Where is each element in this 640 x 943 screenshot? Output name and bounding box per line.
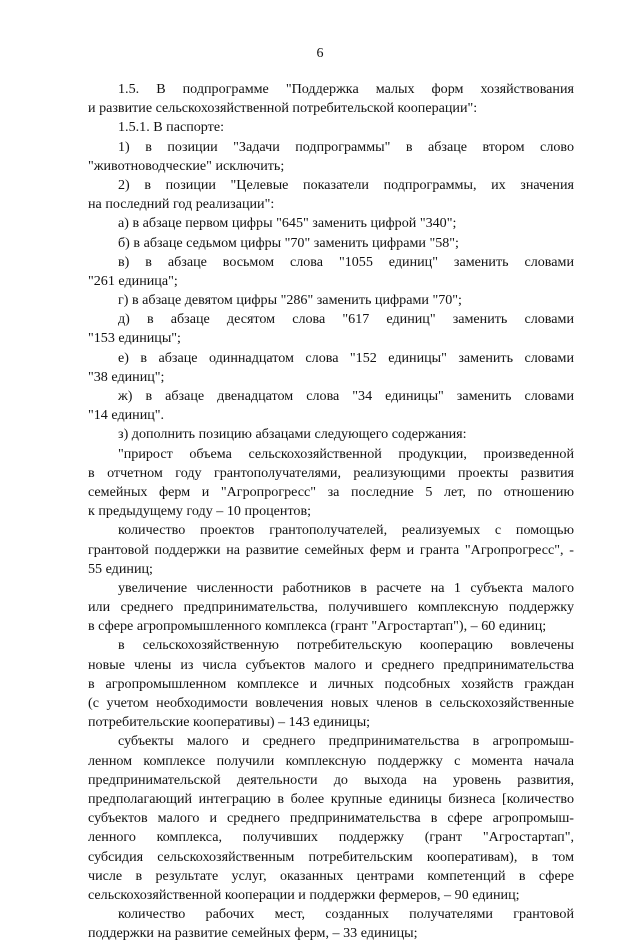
text-line: 2) в позиции "Целевые показатели подпрограммы, их значения: [118, 176, 574, 193]
document-body: [88, 80, 574, 943]
text-line: и развитие сельскохозяйственной потребительской кооперации":: [88, 100, 478, 117]
text-line: "153 единицы";: [88, 330, 181, 347]
text-line: ленного комплекса, получивших поддержку (грант "Агростартап",: [88, 829, 574, 846]
paragraph: [88, 521, 574, 579]
paragraph: [88, 732, 574, 905]
paragraph: [88, 579, 574, 637]
text-line: предпринимательской деятельности до выхода на уровень развития,: [88, 771, 574, 788]
text-line: 1) в позиции "Задачи подпрограммы" в абзаце втором слово: [118, 138, 574, 155]
text-line: новые члены из числа субъектов малого и среднего предпринимательства: [88, 656, 574, 673]
text-line: г) в абзаце девятом цифры "286" заменить цифрами "70";: [118, 292, 462, 309]
text-line: ж) в абзаце двенадцатом слова "34 единицы" заменить словами: [118, 388, 574, 404]
text-line: поддержки на развитие семейных ферм, – 33 единицы;: [88, 925, 418, 942]
text-line: в сфере агропромышленного комплекса (грант "Агростартап"), – 60 единиц;: [88, 618, 547, 635]
text-line: на последний год реализации":: [88, 196, 275, 213]
paragraph: [88, 310, 574, 348]
text-line: в агропромышленном комплексе и личных подсобных хозяйств граждан: [88, 675, 574, 692]
text-line: субъекты малого и среднего предпринимательства в агропромыш-: [118, 733, 574, 750]
text-line: сельскохозяйственной кооперации и поддержки фермеров, – 90 единиц;: [88, 886, 520, 903]
text-line: "животноводческие" исключить;: [88, 157, 285, 174]
text-line: в отчетном году грантополучателями, реализующими проекты развития: [88, 464, 574, 481]
text-line: з) дополнить позицию абзацами следующего содержания:: [118, 426, 467, 443]
text-line: "38 единиц";: [88, 368, 165, 385]
paragraph: [88, 138, 574, 176]
text-line: числе в результате услуг, оказанных центрами компетенций в сфере: [88, 867, 574, 884]
text-line: "261 единица";: [88, 272, 178, 289]
paragraph: [88, 234, 574, 253]
text-line: (с учетом необходимости вовлечения новых членов в сельскохозяйственные: [88, 695, 574, 711]
text-line: ленном комплексе получили комплексную поддержку с момента начала: [88, 752, 574, 769]
text-line: к предыдущему году – 10 процентов;: [88, 503, 312, 520]
paragraph: [88, 387, 574, 425]
text-line: субъектов малого и среднего предпринимательства в сфере агропромыш-: [88, 810, 574, 827]
text-line: 1.5. В подпрограмме "Поддержка малых форм хозяйствования: [118, 81, 574, 97]
text-line: "прирост объема сельскохозяйственной продукции, произведенной: [118, 445, 574, 462]
paragraph: [88, 291, 574, 310]
text-line: в) в абзаце восьмом слова "1055 единиц" заменить словами: [118, 253, 574, 270]
text-line: е) в абзаце одиннадцатом слова "152 единицы" заменить словами: [118, 349, 574, 366]
paragraph: [88, 349, 574, 387]
page-number: 6: [316, 46, 324, 61]
text-line: количество рабочих мест, созданных получателями грантовой: [118, 906, 574, 923]
text-line: увеличение численности работников в расчете на 1 субъекта малого: [118, 579, 574, 596]
paragraph: [88, 445, 574, 522]
paragraph: [88, 214, 574, 233]
text-line: д) в абзаце десятом слова "617 единиц" заменить словами: [118, 311, 574, 328]
text-line: в сельскохозяйственную потребительскую кооперацию вовлечены: [118, 637, 574, 654]
paragraph: [88, 80, 574, 118]
text-line: б) в абзаце седьмом цифры "70" заменить цифрами "58";: [118, 234, 459, 251]
text-line: "14 единиц".: [88, 407, 165, 424]
text-line: количество проектов грантополучателей, реализуемых с помощью: [118, 522, 574, 539]
paragraph: [88, 425, 574, 444]
paragraph: [88, 636, 574, 732]
text-line: 1.5.1. В паспорте:: [118, 119, 224, 136]
paragraph: [88, 176, 574, 214]
text-line: или среднего предпринимательства, получившего комплексную поддержку: [88, 599, 574, 616]
paragraph: [88, 253, 574, 291]
paragraph: [88, 118, 574, 137]
text-line: субсидия сельскохозяйственным потребительским кооперативам), в том: [88, 848, 574, 865]
text-line: предполагающий интеграцию в более крупные единицы бизнеса [количество: [88, 790, 574, 807]
paragraph: [88, 905, 574, 943]
text-line: грантовой поддержки на развитие семейных ферм и гранта "Агропрогресс", -: [88, 541, 574, 558]
text-line: семейных ферм и "Агропрогресс" за последние 5 лет, по отношению: [88, 483, 574, 500]
text-line: потребительские кооперативы) – 143 единицы;: [88, 714, 371, 731]
text-line: 55 единиц;: [88, 560, 153, 577]
text-line: а) в абзаце первом цифры "645" заменить цифрой "340";: [118, 215, 457, 232]
